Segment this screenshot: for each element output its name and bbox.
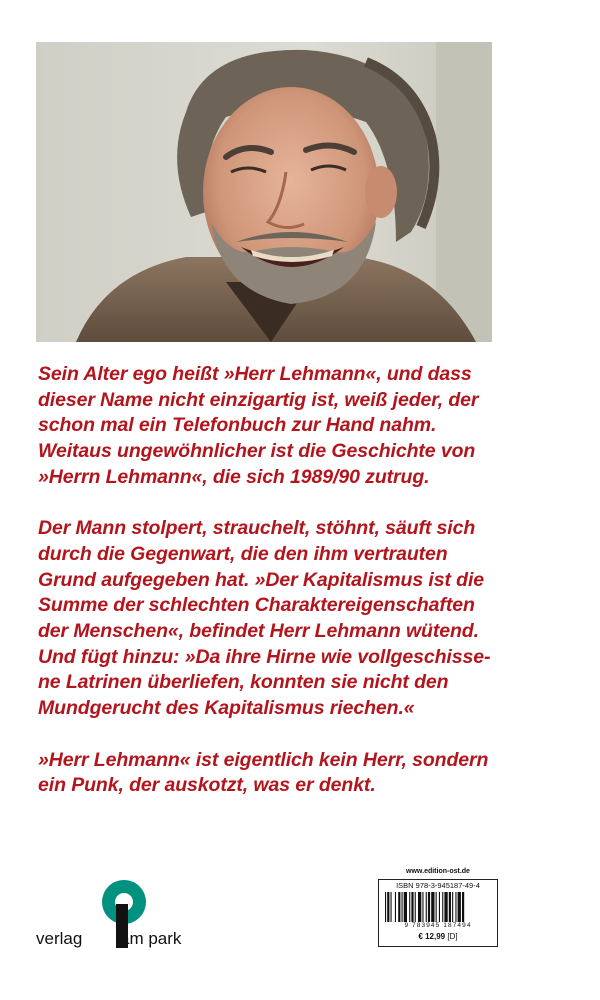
- blurb-line: dieser Name nicht einzigartig ist, weiß jeder, der: [38, 388, 479, 411]
- price-value: € 12,99: [418, 932, 446, 941]
- blurb-line: ne Latrinen überliefen, konnten sie nicht den: [38, 671, 449, 694]
- isbn-barcode-block: [378, 868, 498, 948]
- barcode-digits: 9 783945 187494: [404, 922, 472, 929]
- isbn-number: ISBN 978-3-945187-49-4: [396, 881, 480, 890]
- blurb-paragraph-1: [38, 362, 578, 491]
- blurb-line: »Herrn Lehmann«, die sich 1989/90 zutrug.: [38, 465, 430, 488]
- blurb-paragraph-3: [38, 748, 578, 799]
- blurb-line: schon mal ein Telefonbuch zur Hand nahm.: [38, 414, 437, 437]
- blurb-line: Mundgerucht des Kapitalismus riechen.«: [38, 697, 415, 720]
- blurb-line: durch die Gegenwart, die den ihm vertrauten: [38, 542, 448, 565]
- blurb-line: Der Mann stolpert, strauchelt, stöhnt, säuft sich: [38, 517, 476, 540]
- blurb-line: Summe der schlechten Charaktereigenschaften: [38, 594, 475, 617]
- blurb-line: der Menschen«, befindet Herr Lehmann wütend.: [38, 620, 479, 643]
- price-label: [379, 932, 497, 941]
- price-suffix: [D]: [447, 932, 458, 941]
- blurb-line: Grund aufgegeben hat. »Der Kapitalismus ist die: [38, 568, 485, 591]
- blurb-line: Sein Alter ego heißt »Herr Lehmann«, und dass: [38, 363, 472, 385]
- author-photo: [36, 42, 492, 342]
- publisher-url: www.edition-ost.de: [406, 868, 470, 875]
- publisher-name-left: verlag: [36, 929, 83, 948]
- publisher-name-right: am park: [120, 929, 182, 948]
- blurb-line: ein Punk, der auskotzt, was er denkt.: [38, 774, 376, 797]
- back-cover-blurb: [38, 362, 578, 825]
- blurb-paragraph-2: [38, 516, 578, 722]
- blurb-line: Weitaus ungewöhnlicher ist die Geschichte von: [38, 440, 476, 463]
- author-portrait-image: [36, 42, 492, 342]
- barcode-frame: [378, 879, 498, 947]
- barcode-icon: [385, 892, 491, 922]
- blurb-line: »Herr Lehmann« ist eigentlich kein Herr, sondern: [38, 748, 489, 771]
- blurb-line: Und fügt hinzu: »Da ihre Hirne wie vollgeschisse-: [38, 645, 491, 668]
- publisher-logo: [36, 878, 196, 948]
